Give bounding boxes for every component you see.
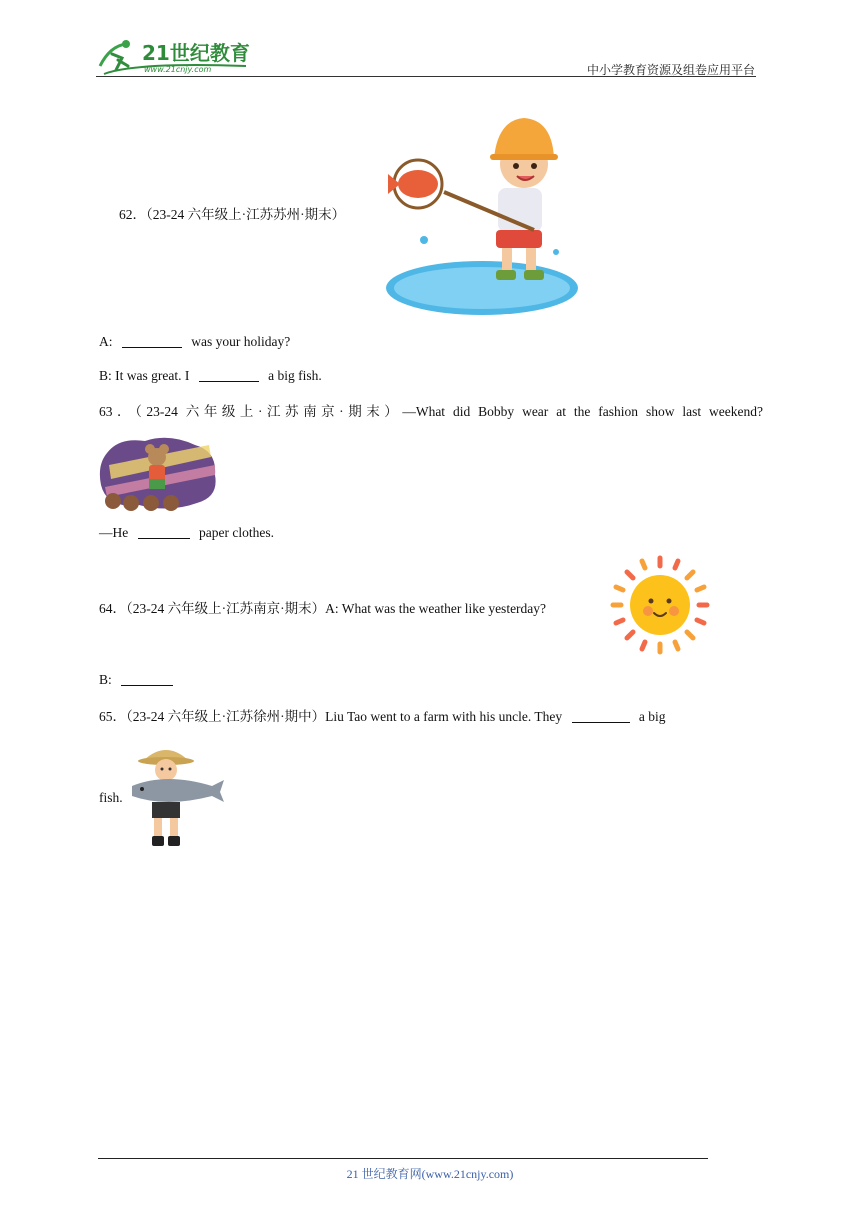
svg-text:www.21cnjy.com: www.21cnjy.com — [144, 65, 212, 74]
question-63-answer: —He paper clothes. — [99, 525, 274, 540]
question-source: （23-24 六年级上·江苏苏州·期末） — [146, 207, 346, 222]
footer-text: 21 世纪教育网(www.21cnjy.com) — [346, 1167, 514, 1181]
answer-blank[interactable] — [199, 367, 259, 382]
question-number: 62． — [119, 207, 146, 222]
header-divider — [96, 76, 756, 77]
question-text: —What did Bobby wear at the fashion show last weekend? — [402, 404, 763, 419]
question-63-heading — [99, 400, 763, 420]
question-source: （23-24 六年级上·江苏南京·期末） — [135, 404, 403, 419]
answer-blank[interactable] — [122, 333, 182, 348]
mouse-fashion-show-illustration — [99, 435, 219, 511]
question-62-line-a: A: was your holiday? — [99, 334, 291, 349]
question-62-heading — [119, 203, 345, 223]
header-platform-text: 中小学教育资源及组卷应用平台 — [586, 63, 755, 77]
question-source: （23-24 六年级上·江苏徐州·期中） — [126, 709, 326, 724]
svg-text:21世纪教育: 21世纪教育 — [142, 41, 250, 65]
question-65-heading: 65．（23-24 六年级上·江苏徐州·期中）Liu Tao went to a farm with his uncle. They a big — [99, 709, 666, 724]
answer-blank[interactable] — [572, 708, 630, 723]
question-source: （23-24 六年级上·江苏南京·期末） — [126, 601, 326, 616]
site-logo — [96, 36, 256, 76]
answer-blank[interactable] — [138, 524, 190, 539]
question-64-heading — [99, 597, 546, 617]
question-62-line-b: B: It was great. I a big fish. — [99, 368, 322, 383]
question-text: Liu Tao went to a farm with his uncle. They — [325, 709, 563, 724]
footer-divider — [98, 1158, 708, 1159]
question-number: 64． — [99, 601, 126, 616]
answer-blank[interactable] — [121, 671, 173, 686]
boy-holding-fish-illustration — [126, 742, 226, 852]
question-text: A: What was the weather like yesterday? — [325, 601, 547, 616]
question-64-answer: B: — [99, 671, 179, 688]
question-number: 63． — [99, 404, 136, 419]
sun-illustration — [610, 555, 710, 655]
question-number: 65． — [99, 709, 126, 724]
boy-catching-fish-illustration — [384, 112, 584, 317]
question-65-continuation: fish. — [99, 790, 123, 805]
